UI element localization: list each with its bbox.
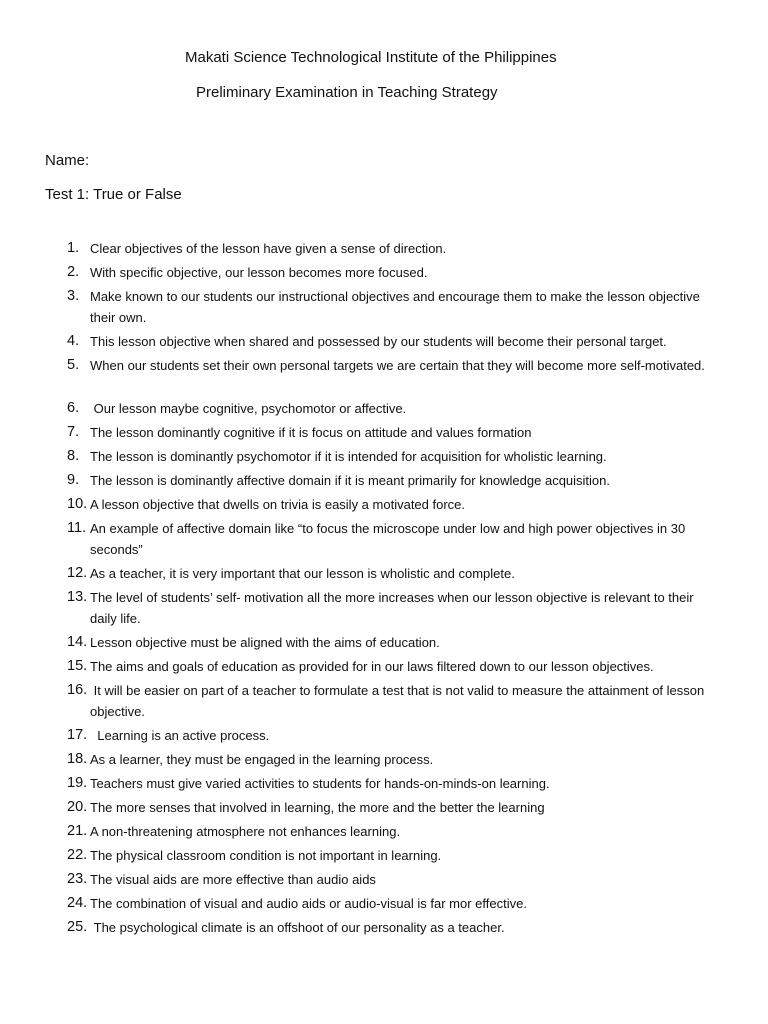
question-text: Our lesson maybe cognitive, psychomotor or affective.: [90, 401, 407, 416]
question-number: 9.: [67, 472, 80, 488]
question-text: The level of students’ self- motivation all the more increases when our lesson objective is relevant to their daily life.: [90, 590, 698, 626]
question-item: [0, 470, 768, 491]
question-item: [0, 749, 768, 770]
question-item: [0, 286, 768, 328]
question-item: [0, 656, 768, 677]
question-text: Make known to our students our instructional objectives and encourage them to make the lesson objective their own.: [90, 289, 704, 325]
question-number: 20.: [67, 799, 88, 815]
question-number: 18.: [67, 751, 88, 767]
question-text: The combination of visual and audio aids or audio-visual is far mor effective.: [90, 896, 527, 911]
question-number: 5.: [67, 357, 80, 373]
question-number: 22.: [67, 847, 88, 863]
question-number: 10.: [67, 496, 88, 512]
name-label: Name:: [45, 152, 90, 169]
question-item: [0, 331, 768, 352]
question-number: 12.: [67, 565, 88, 581]
question-item: [0, 797, 768, 818]
question-number: 11.: [67, 520, 87, 536]
question-text: As a learner, they must be engaged in the learning process.: [90, 752, 434, 767]
question-number: 14.: [67, 634, 88, 650]
question-item: [0, 821, 768, 842]
question-number: 19.: [67, 775, 88, 791]
question-item: [0, 398, 768, 419]
question-text: The lesson is dominantly affective domain if it is meant primarily for knowledge acquisition.: [90, 473, 610, 488]
question-number: 2.: [67, 264, 80, 280]
question-number: 8.: [67, 448, 80, 464]
question-item: [0, 917, 768, 938]
question-text: A lesson objective that dwells on trivia is easily a motivated force.: [90, 497, 466, 512]
question-number: 21.: [67, 823, 88, 839]
question-item: [0, 773, 768, 794]
question-text: The aims and goals of education as provided for in our laws filtered down to our lesson objectives.: [90, 659, 654, 674]
question-number: 15.: [67, 658, 88, 674]
question-item: [0, 422, 768, 443]
question-number: 23.: [67, 871, 88, 887]
institution-name: Makati Science Technological Institute of the Philippines: [185, 49, 557, 66]
question-item: [0, 238, 768, 259]
question-text: The lesson is dominantly psychomotor if it is intended for acquisition for wholistic learning.: [90, 449, 607, 464]
question-number: 24.: [67, 895, 88, 911]
question-text: Teachers must give varied activities to students for hands-on-minds-on learning.: [90, 776, 550, 791]
question-text: Learning is an active process.: [90, 728, 270, 743]
question-number: 16.: [67, 682, 88, 698]
question-text: When our students set their own personal targets we are certain that they will become more self-motivated.: [90, 358, 705, 373]
question-text: The physical classroom condition is not important in learning.: [90, 848, 442, 863]
question-number: 13.: [67, 589, 88, 605]
question-item: [0, 869, 768, 890]
question-text: A non-threatening atmosphere not enhances learning.: [90, 824, 401, 839]
question-item: [0, 893, 768, 914]
question-item: [0, 355, 768, 376]
question-item: [0, 518, 768, 560]
question-text: Lesson objective must be aligned with the aims of education.: [90, 635, 440, 650]
question-item: [0, 725, 768, 746]
question-item: [0, 262, 768, 283]
question-text: It will be easier on part of a teacher to formulate a test that is not valid to measure the attainment of lesson objective.: [90, 683, 708, 719]
question-item: [0, 632, 768, 653]
question-number: 1.: [67, 240, 80, 256]
question-text: The lesson dominantly cognitive if it is focus on attitude and values formation: [90, 425, 532, 440]
question-text: Clear objectives of the lesson have given a sense of direction.: [90, 241, 447, 256]
question-text: The visual aids are more effective than audio aids: [90, 872, 376, 887]
question-text: The more senses that involved in learning, the more and the better the learning: [90, 800, 545, 815]
test-title: Test 1: True or False: [45, 186, 182, 203]
question-text: The psychological climate is an offshoot of our personality as a teacher.: [90, 920, 505, 935]
question-text: An example of affective domain like “to focus the microscope under low and high power objectives in 30 seconds”: [90, 521, 689, 557]
question-number: 3.: [67, 288, 80, 304]
question-number: 4.: [67, 333, 80, 349]
question-item: [0, 587, 768, 629]
question-text: With specific objective, our lesson becomes more focused.: [90, 265, 428, 280]
question-number: 17.: [67, 727, 88, 743]
question-number: 25.: [67, 919, 88, 935]
question-item: [0, 845, 768, 866]
question-text: This lesson objective when shared and possessed by our students will become their personal target.: [90, 334, 667, 349]
question-item: [0, 680, 768, 722]
question-item: [0, 494, 768, 515]
question-item: [0, 563, 768, 584]
question-number: 6.: [67, 400, 80, 416]
question-text: As a teacher, it is very important that our lesson is wholistic and complete.: [90, 566, 515, 581]
question-number: 7.: [67, 424, 80, 440]
question-item: [0, 446, 768, 467]
exam-title: Preliminary Examination in Teaching Strategy: [196, 84, 498, 101]
